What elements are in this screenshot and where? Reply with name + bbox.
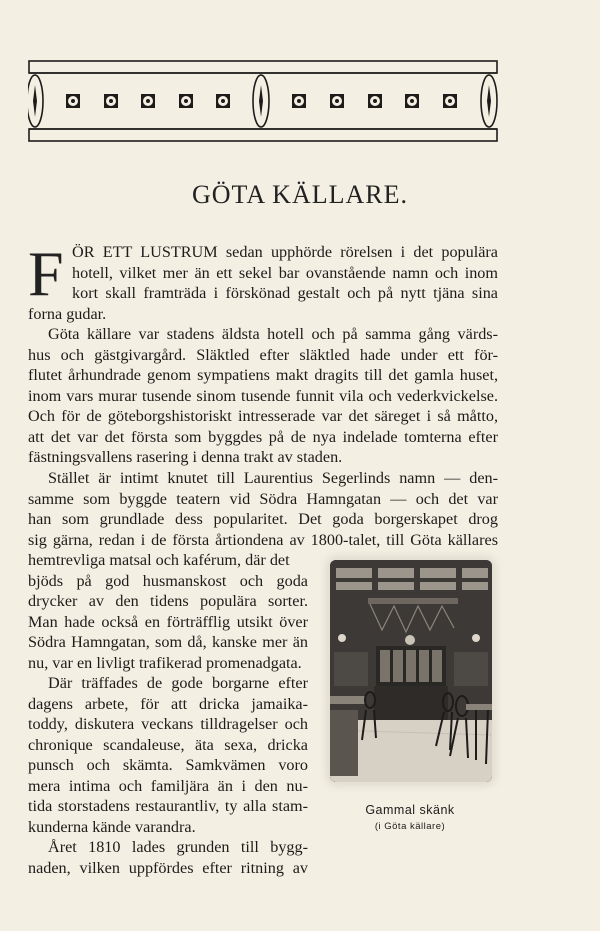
text-line: chronique scandaleuse, äta sexa, dricka bbox=[28, 735, 308, 754]
text-line: mera intima och familjära än i den nu- bbox=[28, 776, 308, 795]
text-line: Södra Hamngatan, som då, kanske mer än bbox=[28, 633, 308, 651]
text-line: sig gärna, redan i de första årtiondena av 1800-talet, till Göta källares bbox=[28, 530, 498, 549]
text-line: Året 1810 lades grunden till bygg- bbox=[48, 838, 308, 856]
text-line: hotell, vilket mer än ett sekel bar ovanstående namn och inom bbox=[72, 263, 498, 282]
text-line: fästningsvallens rasering i denna trakt av staden. bbox=[28, 448, 343, 466]
text-line: nu, var en livligt trafikerad promenadgata. bbox=[28, 653, 302, 672]
text-line: kunderna kände varandra. bbox=[28, 817, 196, 836]
text-line: inom vars murar tusende sinom tusende funnit vila och vederkvickelse. bbox=[28, 386, 498, 405]
text-line: flutet århundrade genom sympatiens makt dragits till det gamla huset, bbox=[28, 366, 498, 384]
text-line: forna gudar. bbox=[28, 304, 107, 323]
photo-old-sideboard bbox=[330, 560, 492, 782]
text-line: Stället är intimt knutet till Laurentius Segerlinds namn — den- bbox=[48, 469, 498, 487]
decorative-header-ornament bbox=[28, 60, 498, 142]
text-line: bjöds på god husmanskost och goda bbox=[28, 571, 308, 590]
paragraph-5 bbox=[28, 837, 498, 878]
figure-subcaption: (i Göta källare) bbox=[374, 821, 446, 832]
text-line: att det var det första som byggdes på de nya indelade tomterna efter bbox=[28, 427, 498, 446]
text-line: Och för de göteborgshistoriskt intresserade var det säreget i så måtto, bbox=[28, 407, 498, 425]
text-line: ÖR ETT LUSTRUM sedan upphörde rörelsen i det populära bbox=[72, 243, 498, 261]
paragraph-2 bbox=[28, 324, 498, 468]
interior-photo-illustration bbox=[330, 560, 492, 782]
text-line: hus och gästgivargård. Släktled efter släktled hade under ett för- bbox=[28, 345, 498, 364]
text-line: toddy, diskutera veckans tilldragelser och bbox=[28, 715, 308, 733]
text-line: Man hade också en förträfflig utsikt över bbox=[28, 612, 308, 631]
figure-caption: Gammal skänk bbox=[365, 803, 455, 817]
text-line: drycker av den tidens populära sorter. bbox=[28, 592, 308, 610]
text-line: kort skall framträda i förskönad gestalt och på nytt tjäna sina bbox=[72, 284, 498, 302]
page-title: GÖTA KÄLLARE. bbox=[191, 180, 408, 209]
text-line: hemtrevliga matsal och kaférum, där det bbox=[28, 551, 290, 569]
text-line: samme som byggde teatern vid Södra Hamngatan — och det var bbox=[28, 489, 498, 508]
text-line: han som grundlade dess popularitet. Det goda borgerskapet drog bbox=[28, 510, 498, 528]
text-line: Göta källare var stadens äldsta hotell och på samma gång värds- bbox=[48, 325, 498, 343]
paragraph-1 bbox=[28, 238, 498, 324]
text-line: tida storstadens restaurantliv, ty alla stam- bbox=[28, 797, 308, 815]
text-line: punsch och skämta. Samkvämen voro bbox=[28, 756, 308, 774]
text-line: Där träffades de gode borgarne efter bbox=[48, 674, 308, 692]
drop-cap: F bbox=[28, 238, 64, 309]
text-line: dagens arbete, för att dricka jamaika- bbox=[28, 694, 308, 713]
text-line: naden, vilken uppfördes efter ritning av bbox=[28, 858, 308, 877]
